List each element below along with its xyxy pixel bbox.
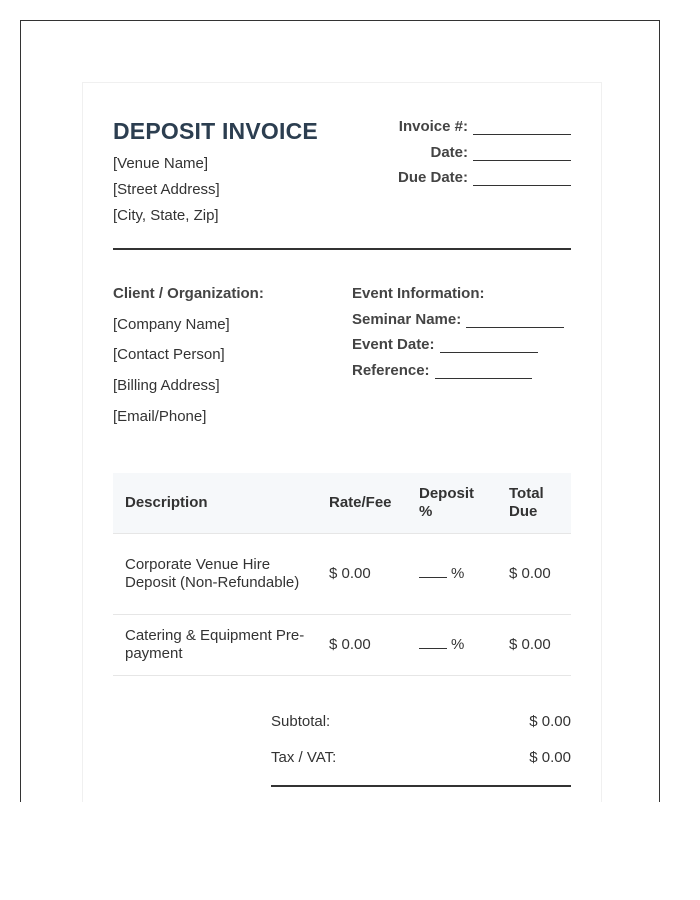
row-rate: $ 0.00	[317, 534, 407, 615]
venue-name: [Venue Name]	[113, 155, 209, 172]
seminar-name-field	[352, 311, 564, 328]
column-header-rate: Rate/Fee	[317, 473, 407, 534]
event-date-field	[352, 336, 538, 353]
tax-row	[271, 749, 571, 766]
row-description: Catering & Equipment Pre-payment	[113, 615, 317, 676]
invoice-date-blank	[473, 146, 571, 161]
items-table	[113, 473, 571, 676]
summary-divider	[271, 785, 571, 787]
deposit-percent-blank	[419, 565, 447, 578]
due-date-label: Due Date:	[397, 169, 468, 186]
reference-label: Reference:	[352, 362, 430, 379]
client-billing-address: [Billing Address]	[113, 377, 220, 394]
tax-value: $ 0.00	[529, 749, 571, 766]
reference-field	[352, 362, 532, 379]
client-email-phone: [Email/Phone]	[113, 408, 207, 425]
table-row	[113, 534, 571, 615]
reference-blank	[435, 364, 532, 379]
row-description: Corporate Venue Hire Deposit (Non-Refundable)	[113, 534, 317, 615]
venue-city-state-zip: [City, State, Zip]	[113, 207, 219, 224]
row-total: $ 0.00	[497, 615, 571, 676]
deposit-percent-sign: %	[451, 565, 465, 582]
seminar-name-label: Seminar Name:	[352, 311, 462, 328]
subtotal-label: Subtotal:	[271, 713, 331, 730]
invoice-number-field	[399, 118, 571, 135]
invoice-sheet	[82, 82, 602, 802]
client-heading: Client / Organization:	[113, 285, 264, 302]
due-date-field	[398, 169, 571, 186]
invoice-date-field	[430, 144, 571, 161]
column-header-total: Total Due	[497, 473, 571, 534]
subtotal-value: $ 0.00	[529, 713, 571, 730]
tax-label: Tax / VAT:	[271, 749, 337, 766]
event-date-blank	[440, 338, 538, 353]
due-date-blank	[473, 171, 571, 186]
deposit-percent-blank	[419, 636, 447, 649]
event-date-label: Event Date:	[352, 336, 435, 353]
event-heading: Event Information:	[352, 285, 485, 302]
seminar-name-blank	[466, 313, 564, 328]
header-divider	[113, 248, 571, 250]
row-total: $ 0.00	[497, 534, 571, 615]
subtotal-row	[271, 713, 571, 730]
table-row	[113, 615, 571, 676]
row-deposit	[407, 615, 497, 676]
deposit-percent-sign: %	[451, 636, 465, 653]
row-deposit	[407, 534, 497, 615]
invoice-number-label: Invoice #:	[398, 118, 468, 135]
client-company-name: [Company Name]	[113, 316, 230, 333]
column-header-deposit: Deposit %	[407, 473, 497, 534]
document-frame	[20, 20, 660, 802]
client-contact-person: [Contact Person]	[113, 346, 225, 363]
invoice-number-blank	[473, 120, 571, 135]
venue-street-address: [Street Address]	[113, 181, 220, 198]
column-header-description: Description	[113, 473, 317, 534]
row-rate: $ 0.00	[317, 615, 407, 676]
invoice-date-label: Date:	[430, 144, 468, 161]
invoice-title: DEPOSIT INVOICE	[113, 118, 318, 144]
table-header-row	[113, 473, 571, 534]
